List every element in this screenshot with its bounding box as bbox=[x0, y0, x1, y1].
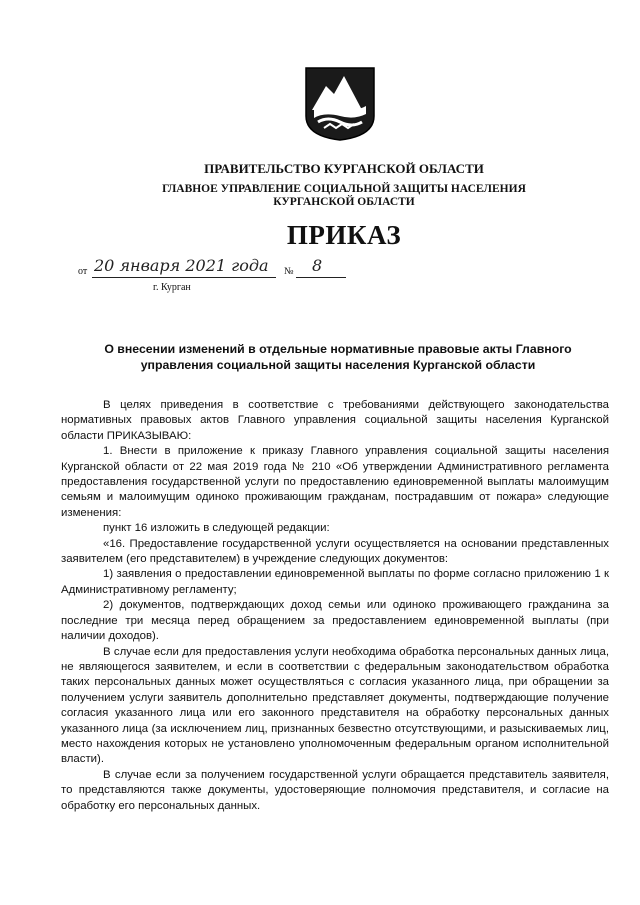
government-name: ПРАВИТЕЛЬСТВО КУРГАНСКОЙ ОБЛАСТИ bbox=[204, 161, 484, 176]
paragraph: «16. Предоставление государственной услуги осуществляется на основании представленных заявителем (его представителем) в учреждение следующих документов: bbox=[61, 537, 609, 566]
department-name-line2: КУРГАНСКОЙ ОБЛАСТИ bbox=[273, 196, 415, 208]
handwritten-date: 20 января 2021 года bbox=[94, 256, 269, 275]
order-body bbox=[61, 398, 609, 814]
paragraph: 1. Внести в приложение к приказу Главного управления социальной защиты населения Курганской области от 22 мая 2019 года № 210 «Об утверждении Административного регламента предоставления государственной услуги по предоставлению единовременной выплаты малоимущим семьям и малоимущим одиноко проживающим гражданам, пострадавшим от пожара» следующие изменения: bbox=[61, 445, 609, 519]
paragraph: В случае если для предоставления услуги необходима обработка персональных данных лица, не являющегося заявителем, и если в соответствии с федеральным законодательством обработка таких персональных данных может осуществляться с согласия указанного лица, при обращении за получением услуги заявитель дополнительно представляет документы, подтверждающие получение согласия указанного лица или его законного представителя на обработку персональных данных указанного лица (за исключением лиц, признанных безвестно отсутствующими, и разыскиваемых лиц, место нахождения которых не установлено уполномоченным федеральным органом исполнительной власти). bbox=[61, 645, 609, 766]
paragraph: 2) документов, подтверждающих доход семьи или одиноко проживающего гражданина за последние три месяца перед обращением за предоставлением единовременной выплаты (при наличии доходов). bbox=[61, 599, 609, 643]
coat-of-arms-icon bbox=[304, 66, 376, 142]
order-title-line1: О внесении изменений в отдельные нормативные правовые акты Главного bbox=[104, 342, 572, 356]
number-underline bbox=[296, 277, 346, 278]
number-prefix: № bbox=[284, 266, 294, 277]
date-underline bbox=[92, 277, 276, 278]
department-name-line1: ГЛАВНОЕ УПРАВЛЕНИЕ СОЦИАЛЬНОЙ ЗАЩИТЫ НАСЕЛЕНИЯ bbox=[162, 183, 526, 195]
date-number-line bbox=[78, 256, 368, 282]
paragraph: В случае если за получением государственной услуги обращается представитель заявителя, то представляются также документы, удостоверяющие полномочия представителя, и согласие на обработку его персональных данных. bbox=[61, 768, 609, 812]
date-prefix: от bbox=[78, 266, 88, 277]
city-label: г. Курган bbox=[153, 282, 191, 293]
order-title-line2: управления социальной защиты населения Курганской области bbox=[140, 358, 536, 372]
order-title bbox=[78, 341, 598, 373]
paragraph: пункт 16 изложить в следующей редакции: bbox=[103, 522, 330, 535]
document-type-heading: ПРИКАЗ bbox=[286, 220, 402, 250]
handwritten-number: 8 bbox=[312, 256, 323, 275]
paragraph: В целях приведения в соответствие с требованиями действующего законодательства нормативных правовых актов Главного управления социальной защиты населения Курганской области ПРИКАЗЫВАЮ: bbox=[61, 399, 609, 442]
paragraph: 1) заявления о предоставлении единовременной выплаты по форме согласно приложению 1 к Административному регламенту; bbox=[61, 568, 609, 596]
